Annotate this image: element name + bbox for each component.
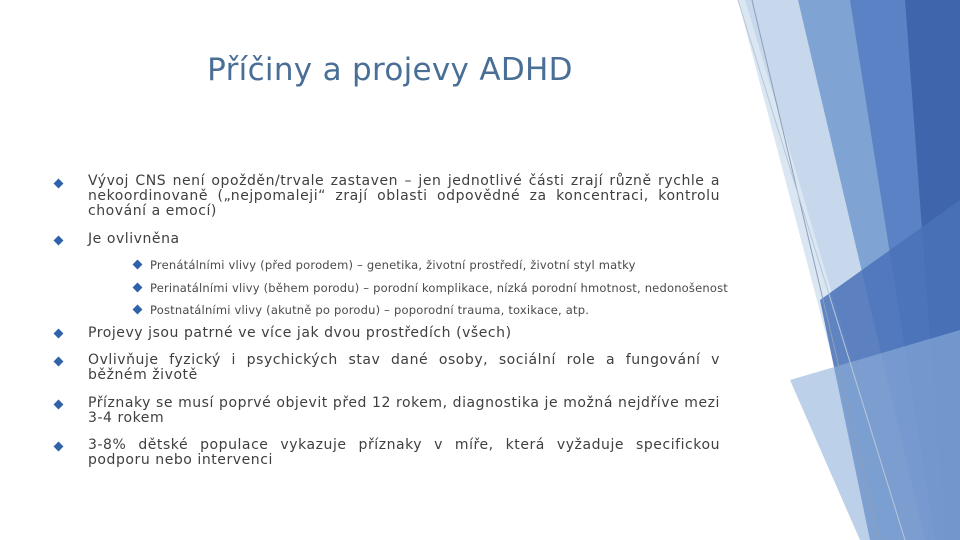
bullet-item: 3-8% dětské populace vykazuje příznaky v míře, která vyžaduje specifickou podporu nebo intervenci <box>88 437 720 468</box>
sub-bullet-diamond-icon <box>133 260 143 270</box>
bullet-diamond-icon <box>54 400 64 410</box>
bullet-item: Je ovlivněna <box>88 231 180 247</box>
bullet-diamond-icon <box>54 357 64 367</box>
sub-bullet-diamond-icon <box>133 305 143 315</box>
bullet-diamond-icon <box>54 179 64 189</box>
bullet-item: Projevy jsou patrné ve více jak dvou prostředích (všech) <box>88 325 512 341</box>
bullet-item: Vývoj CNS není opožděn/trvale zastaven – jen jednotlivé části zrají různě rychle a nekoordinovaně („nejpomaleji“ zrají oblasti odpovědné za koncentraci, kontrolu chování a emocí) <box>88 173 720 219</box>
bullet-item: Ovlivňuje fyzický i psychických stav dané osoby, sociální role a fungování v běžném životě <box>88 352 720 383</box>
sub-bullet-item: Prenátálními vlivy (před porodem) – genetika, životní prostředí, životní styl matky <box>150 258 636 272</box>
slide-title: Příčiny a projevy ADHD <box>207 52 573 88</box>
bullet-item: Příznaky se musí poprvé objevit před 12 rokem, diagnostika je možná nejdříve mezi 3-4 rokem <box>88 395 720 426</box>
sub-bullet-item: Postnatálními vlivy (akutně po porodu) – poporodní trauma, toxikace, atp. <box>150 303 590 317</box>
bullet-diamond-icon <box>54 329 64 339</box>
bullet-diamond-icon <box>54 236 64 246</box>
sub-bullet-diamond-icon <box>133 283 143 293</box>
sub-bullet-item: Perinatálními vlivy (během porodu) – porodní komplikace, nízká porodní hmotnost, nedonošenost <box>150 281 729 295</box>
bullet-diamond-icon <box>54 442 64 452</box>
